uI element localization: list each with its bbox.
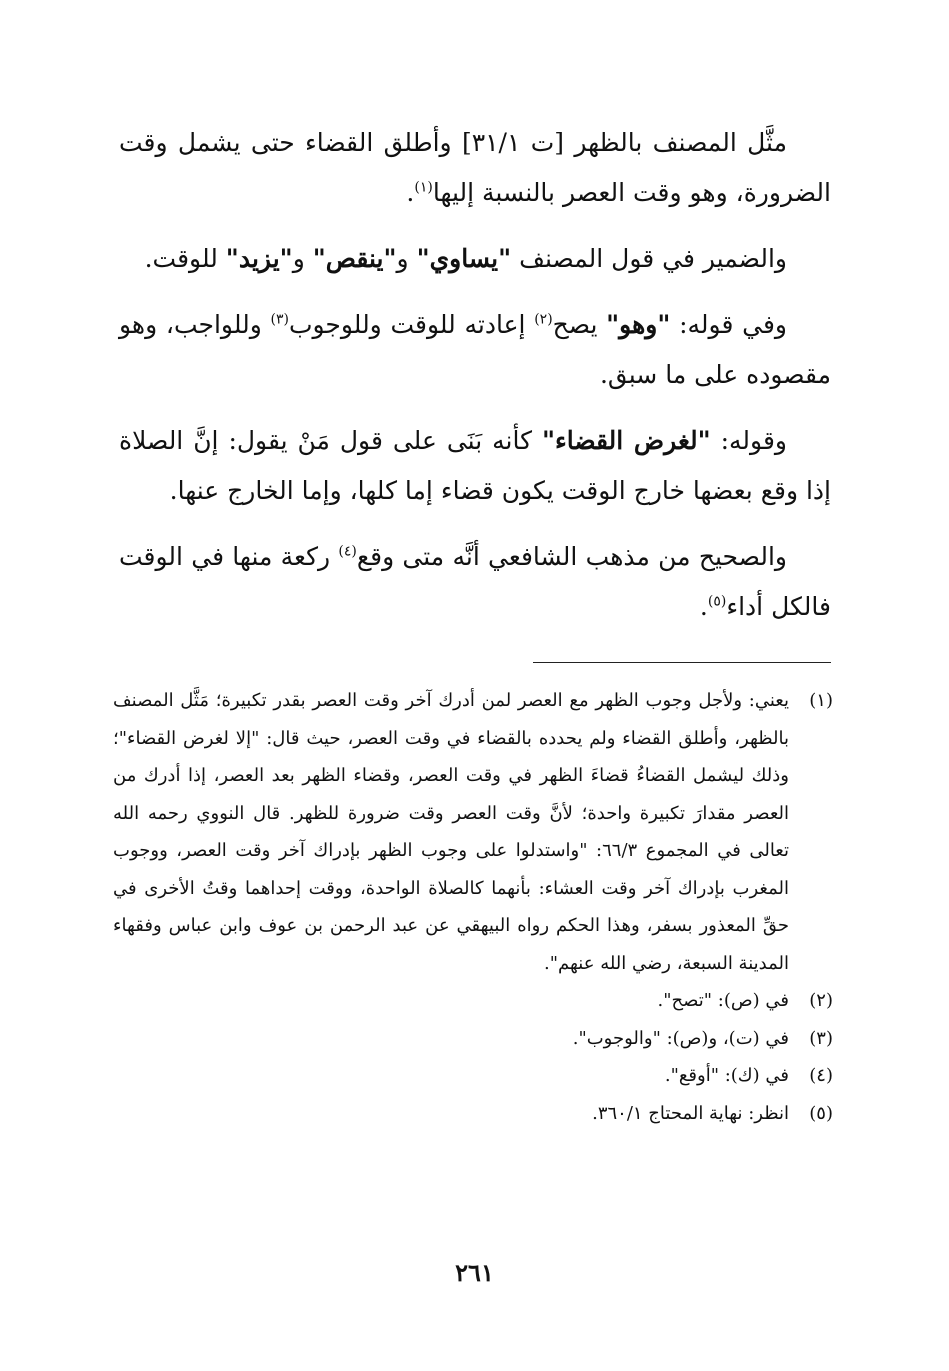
paragraph bbox=[119, 234, 831, 284]
footnote-number: (١) bbox=[809, 690, 833, 711]
footnote bbox=[113, 682, 833, 982]
footnote-ref[interactable]: (١) bbox=[414, 179, 433, 196]
footnote bbox=[113, 1095, 833, 1133]
bold-term: "يساوي" bbox=[416, 244, 512, 273]
footnote-ref[interactable]: (٣) bbox=[270, 311, 289, 328]
paragraph-text: وفي قوله: bbox=[670, 310, 787, 339]
footnote-divider bbox=[533, 662, 831, 663]
footnotes bbox=[113, 682, 833, 1132]
paragraph-text: وقوله: bbox=[710, 426, 787, 455]
footnote-text: في (ت)، و(ص): "والوجوب". bbox=[572, 1027, 789, 1049]
footnote-ref[interactable]: (٢) bbox=[534, 311, 553, 328]
bold-term: "يزيد" bbox=[225, 244, 293, 273]
paragraph-text: مثَّل المصنف بالظهر [ت ٣١/١] وأطلق القضاء حتى يشمل وقت الضرورة، وهو وقت العصر بالنسبة إليها bbox=[119, 128, 831, 207]
paragraph-text: يصح bbox=[552, 310, 607, 339]
paragraph bbox=[119, 416, 831, 516]
footnote-number: (٥) bbox=[809, 1102, 833, 1124]
footnote bbox=[113, 1020, 833, 1058]
footnote-number: (٣) bbox=[809, 1027, 833, 1049]
footnote bbox=[113, 982, 833, 1020]
footnote-number: (٢) bbox=[809, 990, 833, 1011]
footnote-number: (٤) bbox=[809, 1065, 833, 1086]
paragraph-text: . bbox=[699, 592, 708, 621]
paragraph-text: ركعة منها في الوقت فالكل أداء bbox=[119, 542, 831, 621]
footnote-text: في (ص): "تصح". bbox=[657, 990, 789, 1011]
footnote-ref[interactable]: (٥) bbox=[707, 593, 727, 610]
footnote-text: في (ك): "أوقع". bbox=[664, 1065, 789, 1086]
paragraph bbox=[119, 118, 831, 218]
paragraph-text: كأنه بَنَى على قول مَنْ يقول: إنَّ الصلاة إذا وقع بعضها خارج الوقت يكون قضاء إما كلها، وإما الخارج عنها. bbox=[119, 426, 831, 505]
paragraph bbox=[119, 532, 831, 632]
paragraph-text: والصحيح من مذهب الشافعي أنَّه متى وقع bbox=[356, 542, 787, 571]
paragraph-text: للوقت. bbox=[144, 244, 226, 273]
paragraph-text: و bbox=[292, 244, 313, 273]
bold-term: "ينقص" bbox=[312, 244, 397, 273]
bold-term: "لغرض القضاء" bbox=[541, 426, 711, 455]
paragraph-text: والضمير في قول المصنف bbox=[511, 244, 787, 273]
paragraph-text: وللواجب، وهو مقصوده على ما سبق. bbox=[119, 310, 831, 389]
footnote-text: يعني: ولأجل وجوب الظهر مع العصر لمن أدرك آخر وقت العصر بقدر تكبيرة؛ مَثَّل المصنف بالظهر، وأطلق القضاء ولم يحدده بالقضاء في وقت العصر، حيث قال: "إلا لغرض القضاء"؛ وذلك ليشمل القضاءُ قضاءَ الظهر في وقت العصر، وقضاء الظهر بعد العصر، إذا أدرك من العصر مقدارَ تكبيرة واحدة؛ لأنَّ وقت العصر وقت ضرورة للظهر. قال النووي رحمه الله تعالى في المجموع ٦٦/٣: "واستدلوا على وجوب الظهر بإدراك آخر وقت العصر، ووجوب المغرب بإدراك آخر وقت العشاء: بأنهما كالصلاة الواحدة، ووقت إحداهما وقتُ الأخرى في حقِّ المعذور بسفر، وهذا الحكم رواه البيهقي عن عبد الرحمن بن عوف وابن عباس وفقهاء المدينة السبعة، رضي الله عنهم". bbox=[113, 690, 789, 974]
footnote bbox=[113, 1057, 833, 1095]
paragraph-text: . bbox=[406, 178, 415, 207]
paragraph bbox=[119, 300, 831, 400]
paragraph-text: و bbox=[396, 244, 417, 273]
page-number: ٢٦١ bbox=[455, 1258, 494, 1287]
bold-term: "وهو" bbox=[606, 310, 671, 339]
footnote-text: انظر: نهاية المحتاج ٣٦٠/١. bbox=[592, 1102, 789, 1124]
main-text bbox=[119, 118, 831, 648]
footnote-ref[interactable]: (٤) bbox=[338, 543, 357, 560]
paragraph-text: إعادته للوقت وللوجوب bbox=[288, 310, 535, 339]
